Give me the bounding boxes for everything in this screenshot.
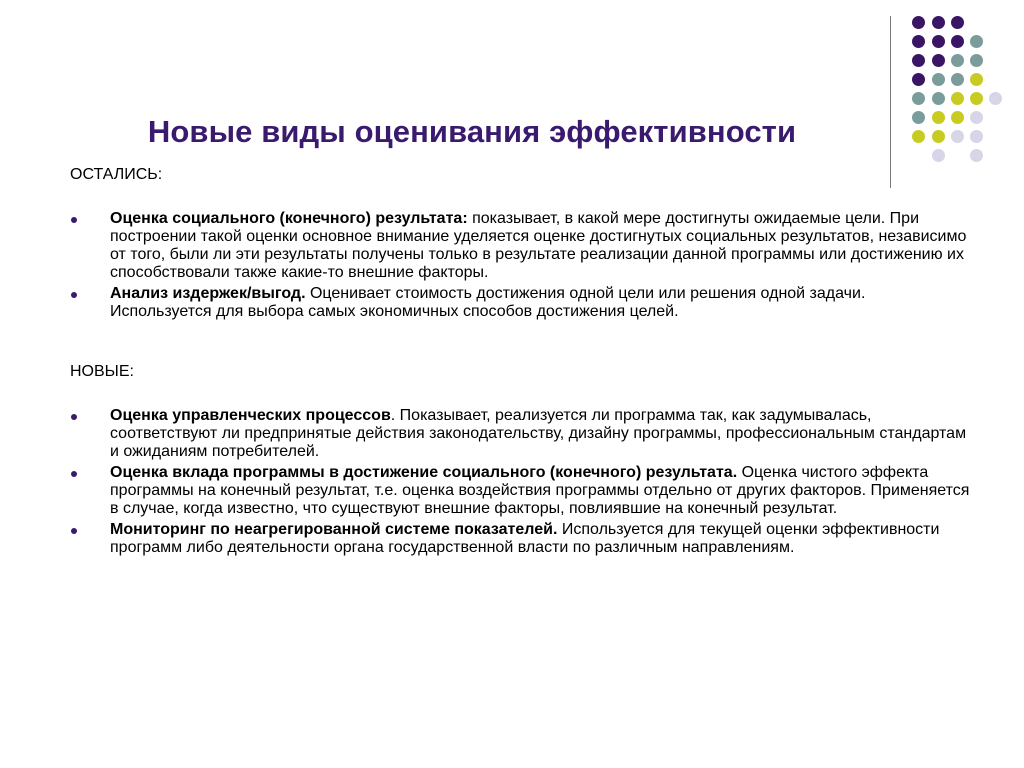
decor-dot xyxy=(970,73,983,86)
item-heading: Оценка социального (конечного) результата: xyxy=(110,210,468,227)
bullet-icon xyxy=(71,217,77,223)
list-item xyxy=(70,464,970,518)
decor-dot xyxy=(970,130,983,143)
bullet-icon xyxy=(71,292,77,298)
decor-dot xyxy=(912,73,925,86)
decor-dot xyxy=(912,92,925,105)
item-heading: Оценка управленческих процессов xyxy=(110,407,391,424)
vertical-divider xyxy=(890,16,891,188)
decor-dot xyxy=(951,130,964,143)
bullet-icon xyxy=(71,528,77,534)
item-text: . Показывает, реализуется ли программа так, как задумывалась, соответствуют ли предпринятые действия законодательству, дизайну программы, профессиональным стандартам и ожиданиям потребителей. xyxy=(110,407,967,460)
decor-dot xyxy=(912,54,925,67)
decor-dot xyxy=(932,35,945,48)
list-item xyxy=(70,407,970,461)
item-heading: Анализ издержек/выгод. xyxy=(110,285,306,302)
decor-dot xyxy=(970,92,983,105)
decor-dot xyxy=(932,73,945,86)
decor-dot xyxy=(951,92,964,105)
item-text: Оценка чистого эффекта программы на конечный результат, т.е. оценка воздействия программы отдельно от других факторов. Применяется в случае, когда известно, что существуют внешние факторы, повлиявшие на конечный результат. xyxy=(110,464,970,517)
decor-dot xyxy=(932,92,945,105)
item-text: Используется для текущей оценки эффективности программ либо деятельности органа государственной власти по различным направлениям. xyxy=(110,521,940,556)
decor-dot xyxy=(951,54,964,67)
item-text: Оценивает стоимость достижения одной цели или решения одной задачи. Используется для выбора самых экономичных способов достижения целей. xyxy=(110,285,866,320)
item-text: показывает, в какой мере достигнуты ожидаемые цели. При построении такой оценки основное внимание уделяется оценке достигнутых социальных результатов, независимо от того, были ли эти результаты получены только в результате реализации данной программы или достижению их способствовали также какие-то внешние факторы. xyxy=(110,210,967,281)
decor-dot xyxy=(970,54,983,67)
bullet-icon xyxy=(71,471,77,477)
decor-dot xyxy=(932,16,945,29)
list-item xyxy=(70,210,970,282)
decor-dot xyxy=(951,16,964,29)
slide-title: Новые виды оценивания эффективности xyxy=(147,114,797,149)
decor-dot xyxy=(932,149,945,162)
section-label-new: НОВЫЕ: xyxy=(70,363,134,380)
decor-dot xyxy=(951,73,964,86)
new-list xyxy=(70,407,970,560)
decor-dot xyxy=(912,16,925,29)
decor-dot xyxy=(912,35,925,48)
decor-dot xyxy=(970,35,983,48)
decor-dot xyxy=(951,111,964,124)
item-heading: Оценка вклада программы в достижение социального (конечного) результата. xyxy=(110,464,738,481)
section-label-remaining: ОСТАЛИСЬ: xyxy=(70,166,163,183)
item-heading: Мониторинг по неагрегированной системе показателей. xyxy=(110,521,558,538)
decor-dot xyxy=(970,111,983,124)
bullet-icon xyxy=(71,414,77,420)
remaining-list xyxy=(70,210,970,324)
decor-dot xyxy=(989,92,1002,105)
decor-dot xyxy=(932,54,945,67)
list-item xyxy=(70,285,970,321)
decor-dot xyxy=(970,149,983,162)
list-item xyxy=(70,521,970,557)
decor-dot xyxy=(951,35,964,48)
